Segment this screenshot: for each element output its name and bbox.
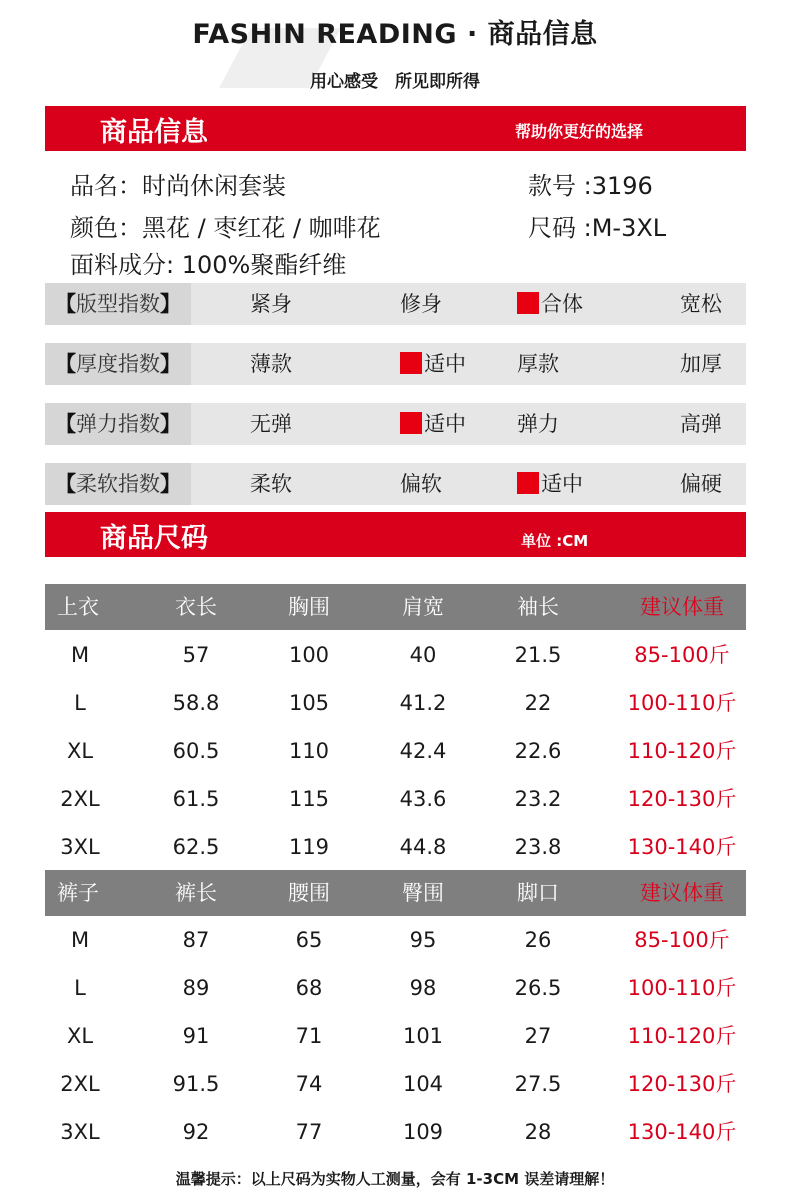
table-cell: 2XL [60, 1072, 100, 1096]
info-section-banner [45, 106, 746, 151]
index-option-text: 紧身 [250, 292, 292, 316]
table-cell: 110-120斤 [627, 739, 737, 763]
index-option-text: 无弹 [250, 412, 292, 436]
index-option-text: 高弹 [680, 412, 722, 436]
bracket-left: 【 [55, 352, 76, 376]
table-header-cell: 肩宽 [402, 595, 444, 619]
bracket-right: 】 [160, 472, 181, 496]
page-title: FASHIN READING · 商品信息 [192, 19, 598, 50]
index-option [400, 463, 442, 505]
table-cell: 109 [402, 1120, 444, 1144]
table-cell: 77 [295, 1120, 323, 1144]
table-cell: XL [66, 1024, 94, 1048]
index-option-text: 薄款 [250, 352, 292, 376]
index-option [680, 343, 722, 385]
table-header-row [45, 870, 746, 916]
table-cell: 68 [295, 976, 323, 1000]
index-option [400, 283, 442, 325]
table-cell: 87 [182, 928, 210, 952]
table-header-row [45, 584, 746, 630]
table-header-cell: 脚口 [517, 881, 559, 905]
index-label [45, 403, 191, 445]
table-cell: 21.5 [514, 643, 562, 667]
table-cell: 43.6 [399, 787, 447, 811]
table-cell: 74 [295, 1072, 323, 1096]
table-cell: 119 [288, 835, 330, 859]
table-cell: 3XL [60, 1120, 100, 1144]
index-option [680, 403, 722, 445]
index-option [517, 343, 559, 385]
index-option-text: 偏硬 [680, 472, 722, 496]
table-cell: 85-100斤 [634, 643, 730, 667]
table-cell: 3XL [60, 835, 100, 859]
index-row [45, 403, 746, 445]
table-header-cell: 衣长 [175, 595, 217, 619]
index-option-text: 适中 [424, 352, 466, 376]
table-header-cell: 上衣 [57, 595, 99, 619]
table-cell: 110-120斤 [627, 1024, 737, 1048]
index-label [45, 463, 191, 505]
table-header-cell: 裤长 [175, 881, 217, 905]
index-option [250, 343, 292, 385]
table-cell: 130-140斤 [627, 1120, 737, 1144]
table-cell: 110 [288, 739, 330, 763]
table-cell: 91.5 [172, 1072, 220, 1096]
size-range: 尺码 :M-3XL [528, 214, 667, 242]
table-cell: 100-110斤 [627, 976, 737, 1000]
size-section-banner [45, 512, 746, 557]
table-cell: 23.8 [514, 835, 562, 859]
bracket-right: 】 [160, 292, 181, 316]
index-label-text: 弹力指数 [76, 412, 160, 436]
table-cell: 120-130斤 [627, 1072, 737, 1096]
table-cell: 130-140斤 [627, 835, 737, 859]
size-section-heading: 商品尺码 [100, 523, 208, 554]
table-header-cell: 臀围 [402, 881, 444, 905]
table-cell: 40 [409, 643, 437, 667]
index-label-text: 柔软指数 [76, 472, 160, 496]
selected-marker [400, 352, 422, 374]
index-label-text: 厚度指数 [76, 352, 160, 376]
bracket-left: 【 [55, 292, 76, 316]
table-header-cell: 裤子 [57, 881, 99, 905]
table-cell: 101 [402, 1024, 444, 1048]
footer-note: 温馨提示：以上尺码为实物人工测量，会有 1-3CM 误差请理解！ [175, 1170, 615, 1188]
bracket-left: 【 [55, 412, 76, 436]
index-option [517, 463, 583, 505]
index-option [400, 343, 466, 385]
selected-marker [517, 292, 539, 314]
table-cell: 98 [409, 976, 437, 1000]
table-cell: 104 [402, 1072, 444, 1096]
table-cell: 105 [288, 691, 330, 715]
table-cell: 27.5 [514, 1072, 562, 1096]
index-option [400, 403, 466, 445]
selected-marker [517, 472, 539, 494]
index-option [250, 463, 292, 505]
table-cell: 65 [295, 928, 323, 952]
table-cell: 44.8 [399, 835, 447, 859]
table-cell: L [74, 976, 86, 1000]
index-option-text: 修身 [400, 292, 442, 316]
table-cell: 91 [182, 1024, 210, 1048]
index-option [250, 283, 292, 325]
index-option-text: 加厚 [680, 352, 722, 376]
table-header-cell: 建议体重 [640, 595, 724, 619]
fabric-composition: 面料成分: 100%聚酯纤维 [70, 251, 347, 279]
table-cell: 89 [182, 976, 210, 1000]
index-row [45, 283, 746, 325]
table-cell: 26.5 [514, 976, 562, 1000]
table-header-cell: 胸围 [288, 595, 330, 619]
table-cell: 41.2 [399, 691, 447, 715]
table-cell: 57 [182, 643, 210, 667]
index-label [45, 283, 191, 325]
table-cell: 95 [409, 928, 437, 952]
bracket-right: 】 [160, 352, 181, 376]
table-cell: 22 [524, 691, 552, 715]
table-cell: 115 [288, 787, 330, 811]
table-cell: 100-110斤 [627, 691, 737, 715]
index-option-text: 宽松 [680, 292, 722, 316]
index-option [680, 463, 722, 505]
selected-marker [400, 412, 422, 434]
index-option-text: 偏软 [400, 472, 442, 496]
index-label [45, 343, 191, 385]
table-cell: XL [66, 739, 94, 763]
table-cell: 100 [288, 643, 330, 667]
page-subtitle: 用心感受 所见即所得 [310, 72, 480, 92]
index-label-text: 版型指数 [76, 292, 160, 316]
index-option [517, 403, 559, 445]
table-header-cell: 腰围 [288, 881, 330, 905]
table-cell: 42.4 [399, 739, 447, 763]
info-section-heading: 商品信息 [100, 117, 208, 148]
index-option-text: 合体 [541, 292, 583, 316]
style-number: 款号 :3196 [528, 172, 653, 200]
table-header-cell: 袖长 [517, 595, 559, 619]
index-row [45, 463, 746, 505]
product-colors: 颜色：黑花 / 枣红花 / 咖啡花 [70, 214, 381, 242]
table-cell: 23.2 [514, 787, 562, 811]
table-cell: 61.5 [172, 787, 220, 811]
table-cell: 71 [295, 1024, 323, 1048]
index-row [45, 343, 746, 385]
table-cell: 28 [524, 1120, 552, 1144]
table-cell: 27 [524, 1024, 552, 1048]
bracket-left: 【 [55, 472, 76, 496]
product-name: 品名：时尚休闲套装 [70, 172, 286, 200]
table-cell: 2XL [60, 787, 100, 811]
bracket-right: 】 [160, 412, 181, 436]
index-option [680, 283, 722, 325]
index-option-text: 厚款 [517, 352, 559, 376]
index-option [517, 283, 583, 325]
index-option-text: 弹力 [517, 412, 559, 436]
table-cell: M [70, 643, 90, 667]
table-cell: 58.8 [172, 691, 220, 715]
table-cell: 120-130斤 [627, 787, 737, 811]
table-cell: 62.5 [172, 835, 220, 859]
table-cell: 60.5 [172, 739, 220, 763]
info-section-tagline: 帮助你更好的选择 [515, 122, 644, 141]
index-option [250, 403, 292, 445]
table-cell: 92 [182, 1120, 210, 1144]
table-cell: 85-100斤 [634, 928, 730, 952]
index-option-text: 柔软 [250, 472, 292, 496]
index-option-text: 适中 [541, 472, 583, 496]
table-cell: 26 [524, 928, 552, 952]
size-unit-label: 单位 :CM [521, 532, 589, 550]
table-cell: M [70, 928, 90, 952]
table-cell: 22.6 [514, 739, 562, 763]
table-header-cell: 建议体重 [640, 881, 724, 905]
table-cell: L [74, 691, 86, 715]
index-option-text: 适中 [424, 412, 466, 436]
